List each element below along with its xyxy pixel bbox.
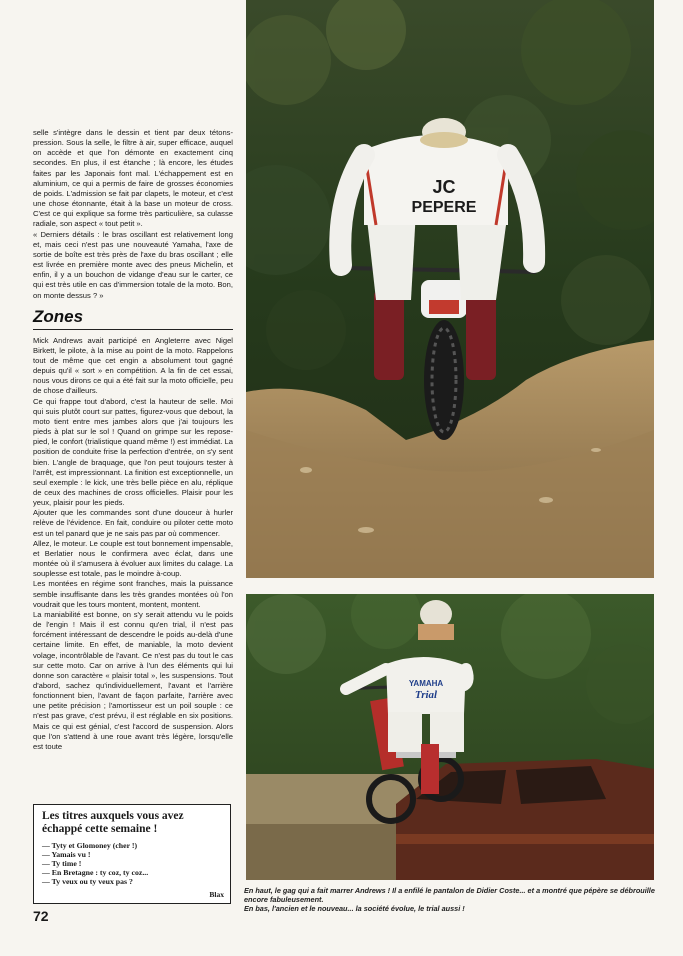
page-number: 72 [33, 908, 49, 924]
paragraph: Les montées en régime sont franches, mais la puissance semble insuffisante dans les très grandes montées où l'on voudrait que les tours montent, montent, montent. [33, 579, 233, 609]
jersey-text: PEPERE [411, 199, 477, 216]
rider-over-car-illustration [246, 594, 654, 880]
sidebar-box [33, 804, 231, 904]
list-item: — Yamais vu ! [42, 850, 91, 859]
paragraph: Ajouter que les commandes sont d'une douceur à hurler relève de l'évidence. En fait, conduire ou piloter cette moto est un tel panard que je ne sais pas par où commencer. [33, 508, 233, 538]
rider-over-car-photo [246, 594, 654, 880]
paragraph: La maniabilité est bonne, on s'y serait attendu vu le poids de l'engin ! Mais il est connu qu'en trial, il n'est pas forcément intéressant de descendre le poids au-delà d'une certaine limite. En effet, de maniable, la moto devient volage, incontrôlable de l'avant. Ce n'est pas du tout le cas sur cette moto. Car on arrive à l'un des éléments qui lui donne son caractère « plaisir total », les suspensions. Tout d'abord, sachez qu'individuellement, l'avant et l'arrière fonctionnent bien, l'avant de façon parfaite, l'arrière avec une petite précision ; l'amortisseur est un poil souple : ce n'est pas grave, c'est prévu, il est réglable en six positions. Mais ce qui est génial, c'est l'accord de suspension. Alors que l'on s'attend à une roue avant très légère, lorsqu'elle est toute [33, 609, 233, 751]
svg-text:JC: JC [432, 177, 456, 197]
sidebar-box-signature: Blax [209, 890, 224, 899]
caption-line: En bas, l'ancien et le nouveau... la société évolue, le trial aussi ! [244, 904, 465, 913]
paragraph: Ce qui frappe tout d'abord, c'est la hauteur de selle. Moi qui suis plutôt court sur pattes, figurez-vous que debout, la moto tient entre mes jambes alors que j'ai toujours les pieds à plat sur le sol ! Quand on grimpe sur les repose-pied, le confort (trialistique quand même !) est immédiat. La position de conduite frise la perfection d'entrée, on s'y sent bien. L'angle de braquage, que l'on peut toujours tester à l'arrêt, est impressionnant. La finition est exceptionnelle, un seul exemple : le kick, une très belle pièce en alu, réplique de ceux des machines de cross officielles. Plaisir pour les yeux, plaisir pour les pieds. [33, 396, 233, 508]
list-item: — Ty time ! [42, 859, 82, 868]
list-item: — En Bretagne : ty coz, ty coz... [42, 868, 149, 877]
caption-line: En haut, le gag qui a fait marrer Andrews ! Il a enfilé le pantalon de Didier Coste... et a montré que pépère se débrouille encore fabuleusement. [244, 886, 655, 904]
photo-caption [244, 886, 656, 913]
sidebar-box-list [42, 841, 222, 886]
list-item: — Tyty et Glomoney (cher !) [42, 841, 138, 850]
sidebar-box-title: Les titres auxquels vous avez échappé cette semaine ! [42, 810, 184, 835]
section-rule [33, 329, 233, 330]
section-title: Zones [33, 306, 84, 326]
paragraph: Allez, le moteur. Le couple est tout bonnement impensable, et Berlatier nous le confirmera avec éclat, dans une montée où il s'amusera à évoluer aux limites du calage. La souplesse est totale, pas le moindre à-coup. [33, 538, 233, 579]
jersey-text: YAMAHA [408, 679, 444, 688]
rider-jumping-photo [246, 0, 654, 578]
svg-text:Trial: Trial [414, 689, 438, 701]
paragraph: selle s'intègre dans le dessin et tient par deux tétons-pression. Sous la selle, le filtre à air, super efficace, auquel on accède et que l'on démonte en exactement cinq secondes. En plus, il est étanche ; là encore, les études faites par les Japonais font mal. L'échappement est en aluminium, ce qui a permis de faire de grosses économies de poids. L'admission se fait par clapets, le moteur, et c'est une chose étonnante, était à la base un moteur de cross. C'est ce qui explique sa forme très particulière, sa culasse radiale, son aspect « tout petit ». [33, 128, 233, 229]
rider-jumping-illustration [246, 0, 654, 578]
article-column [33, 128, 233, 752]
list-item: — Ty veux ou ty veux pas ? [42, 877, 133, 886]
paragraph: « Derniers détails : le bras oscillant est relativement long et, mais ceci n'est pas une nouveauté Yamaha, l'axe de sortie de boîte est très près de l'axe du bras oscillant ; elle est livrée en première monte avec des pneus Michelin, et enfin, il y a un bouchon de vidange d'eau sur le carter, ce qui est très utile en cas d'immersion totale de la moto. Bon, on monte dessus ? » [33, 229, 233, 300]
paragraph: Mick Andrews avait participé en Angleterre avec Nigel Birkett, le pilote, à la mise au point de la moto. Rappelons tout de même que cet engin a absolument tout gagné depuis qu'il « sort » en compétition. A la fin de cet essai, nous vous dirons ce qui a été fait sur la moto officielle, peu de chose d'ailleurs. [33, 335, 233, 396]
